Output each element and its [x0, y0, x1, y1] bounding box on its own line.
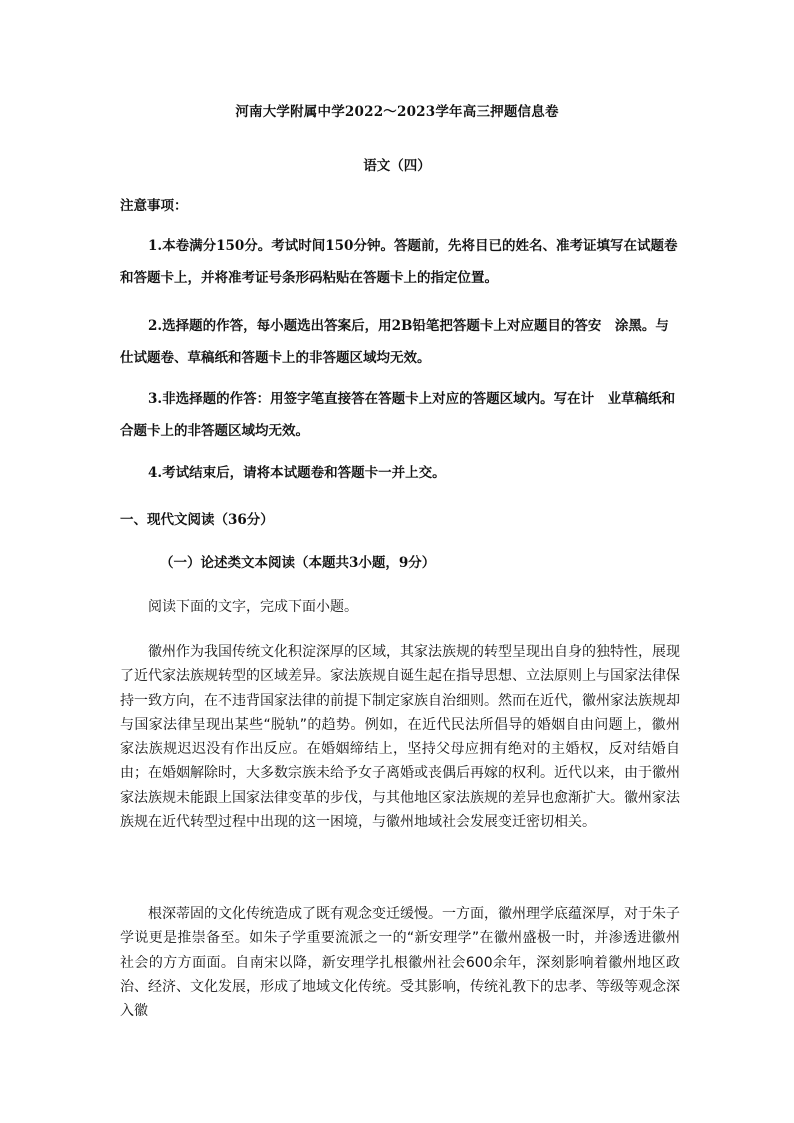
passage-paragraph-1: 徽州作为我国传统文化积淀深厚的区域，其家法族规的转型呈现出自身的独特性，展现了近代家法族规转型的区域差异。家法族规自诞生起在指导思想、立法原则上与国家法律保持一致方向，在不违背国家法律的前提下制定家族自治细则。然而在近代，徽州家法族规却与国家法律呈现出某些“脱轨”的趋势。例如，在近代民法所倡导的婚姻自由问题上，徽州家法族规迟迟没有作出反应。在婚姻缔结上，坚持父母应拥有绝对的主婚权，反对结婚自由；在婚姻解除时，大多数宗族未给予女子离婚或丧偶后再嫁的权利。近代以来，由于徽州家法族规未能跟上国家法律变革的步伐，与其他地区家法族规的差异也愈渐扩大。徽州家法族规在近代转型过程中出现的这一困境，与徽州地域社会发展变迁密切相关。: [120, 644, 680, 831]
notice-heading: 注意事项：: [120, 198, 188, 214]
notice-item-2: 2.选择题的作答，每小题选出答案后，用2B铅笔把答题卡上对应题目的答安 涂黑。与仕试题卷、草稿纸和答题卡上的非答题区域均无效。: [120, 318, 669, 366]
notice-item-3: 3.非选择题的作答：用签字笔直接答在答题卡上对应的答题区域内。写在计 业草稿纸和合题卡上的非答题区域均无效。: [120, 391, 676, 439]
passage-paragraph-2: 根深蒂固的文化传统造成了既有观念变迁缓慢。一方面，徽州理学底蕴深厚，对于朱子学说更是推崇备至。如朱子学重要流派之一的“新安理学”在徽州盛极一时，并渗透进徽州社会的方方面面。自南宋以降，新安理学扎根徽州社会600余年，深刻影响着徽州地区政治、经济、文化发展，形成了地域文化传统。受其影响，传统礼教下的忠孝、等级等观念深入徽: [120, 906, 680, 1020]
notice-item-4: 4.考试结束后，请将本试题卷和答题卡一并上交。: [148, 465, 446, 481]
page-title: 河南大学附属中学2022～2023学年高三押题信息卷: [235, 104, 559, 120]
notice-item-1: 1.本卷满分150分。考试时间150分钟。答题前，先将目已的姓名、准考证填写在试题卷和答题卡上，并将准考证号条形码粘贴在答题卡上的指定位置。: [120, 238, 678, 286]
subsection-title: （一）论述类文本阅读（本题共3小题，9分）: [160, 555, 436, 571]
page-subtitle: 语文（四）: [363, 158, 431, 174]
reading-instruction: 阅读下面的文字，完成下面小题。: [148, 599, 358, 615]
section-title: 一、现代文阅读（36分）: [120, 512, 274, 528]
